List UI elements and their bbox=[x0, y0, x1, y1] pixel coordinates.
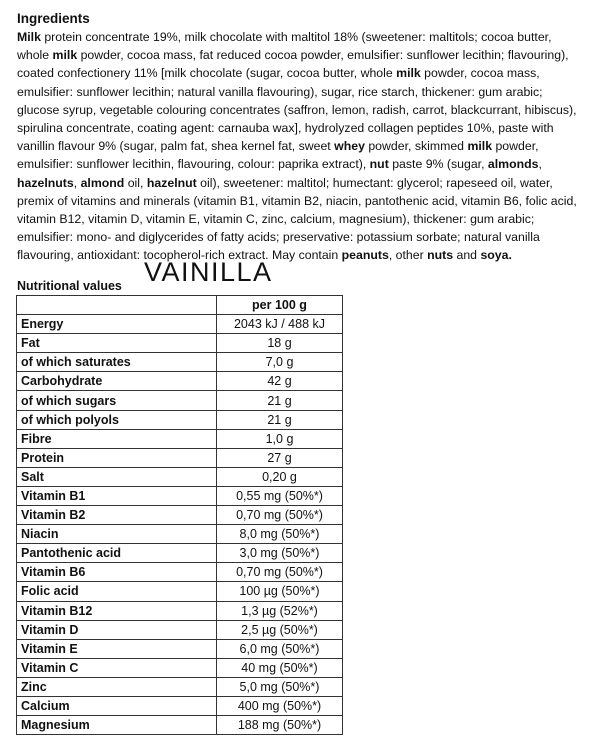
nutrient-value: 1,3 µg (52%*) bbox=[217, 601, 343, 620]
header-blank-cell bbox=[17, 296, 217, 315]
nutrition-row bbox=[17, 467, 343, 486]
nutrition-row bbox=[17, 372, 343, 391]
ingredient-text: protein concentrate 19%, milk chocolate with maltitol 18% (sweetener: maltitols; cocoa butter, whole bbox=[17, 30, 552, 63]
nutrition-row bbox=[17, 677, 343, 696]
nutrition-row bbox=[17, 582, 343, 601]
allergen-text: nuts bbox=[427, 248, 454, 263]
ingredient-text: , bbox=[538, 157, 542, 172]
allergen-text: Milk bbox=[17, 30, 41, 44]
ingredients-heading: Ingredients bbox=[17, 11, 90, 26]
nutrition-row bbox=[17, 391, 343, 410]
nutrient-name: Zinc bbox=[17, 677, 217, 696]
ingredient-text: , bbox=[73, 175, 81, 190]
nutrient-value: 100 µg (50%*) bbox=[217, 582, 343, 601]
nutrition-row bbox=[17, 658, 343, 677]
allergen-text: hazelnuts bbox=[17, 175, 74, 190]
ingredients-text bbox=[17, 28, 583, 265]
nutrient-name: Vitamin B1 bbox=[17, 486, 217, 505]
nutrient-name: Vitamin C bbox=[17, 658, 217, 677]
nutrition-row bbox=[17, 620, 343, 639]
nutrient-value: 5,0 mg (50%*) bbox=[217, 677, 343, 696]
nutrient-name: Vitamin D bbox=[17, 620, 217, 639]
allergen-text: peanuts bbox=[341, 248, 389, 263]
nutrition-row bbox=[17, 639, 343, 658]
allergen-text: milk bbox=[396, 66, 421, 81]
allergen-text: milk bbox=[467, 139, 493, 154]
nutrient-value: 0,20 g bbox=[217, 467, 343, 486]
ingredient-text: , other bbox=[388, 248, 428, 263]
nutrition-row bbox=[17, 525, 343, 544]
per-100g-header: per 100 g bbox=[217, 296, 343, 315]
nutrient-value: 0,70 mg (50%*) bbox=[217, 506, 343, 525]
nutrition-table bbox=[16, 295, 343, 735]
nutrient-value: 400 mg (50%*) bbox=[217, 696, 343, 715]
nutrient-value: 0,55 mg (50%*) bbox=[217, 486, 343, 505]
ingredient-text: powder, emulsifier: sunflower lecithin, flavouring, colour: paprika extract), bbox=[17, 139, 539, 172]
nutrient-name: Salt bbox=[17, 467, 217, 486]
nutrient-value: 42 g bbox=[217, 372, 343, 391]
nutrient-name: Protein bbox=[17, 448, 217, 467]
nutrition-row bbox=[17, 353, 343, 372]
nutrient-name: Fat bbox=[17, 334, 217, 353]
nutrient-name: of which saturates bbox=[17, 353, 217, 372]
nutrient-name: Folic acid bbox=[17, 582, 217, 601]
nutrient-name: of which sugars bbox=[17, 391, 217, 410]
nutrition-heading: Nutritional values bbox=[17, 279, 122, 293]
nutrition-row bbox=[17, 334, 343, 353]
nutrient-name: of which polyols bbox=[17, 410, 217, 429]
allergen-text: hazelnut bbox=[146, 175, 197, 190]
nutrition-row bbox=[17, 563, 343, 582]
flavour-label: VAINILLA bbox=[144, 257, 273, 287]
nutrient-name: Vitamin B2 bbox=[17, 506, 217, 525]
nutrition-row bbox=[17, 410, 343, 429]
nutrition-row bbox=[17, 506, 343, 525]
nutrient-value: 40 mg (50%*) bbox=[217, 658, 343, 677]
nutrient-name: Niacin bbox=[17, 525, 217, 544]
nutrient-value: 21 g bbox=[217, 391, 343, 410]
nutrient-name: Calcium bbox=[17, 696, 217, 715]
nutrient-value: 6,0 mg (50%*) bbox=[217, 639, 343, 658]
nutrition-row bbox=[17, 448, 343, 467]
allergen-text: whey bbox=[334, 139, 365, 154]
ingredient-text: powder, cocoa mass, emulsifier: sunflower lecithin; natural vanilla flavouring), sugar, rice starch, thickener: gum arabic; glucose syrup, vegetable colouring concentrates (saffron, lemon, radish, carrot, blackcurrant, hibiscus), spirulina concentrate, coating agent: carnauba wax], hydrolyzed collagen peptides 10%, paste with vanillin flavour 9% (sugar, palm fat, shea kernel fat, sweet bbox=[17, 66, 577, 154]
nutrition-row bbox=[17, 601, 343, 620]
allergen-text: nut bbox=[369, 157, 389, 172]
nutrient-value: 27 g bbox=[217, 448, 343, 467]
ingredient-text: and bbox=[453, 248, 481, 263]
nutrient-name: Magnesium bbox=[17, 716, 217, 735]
nutrition-header-row bbox=[17, 296, 343, 315]
nutrient-name: Vitamin B6 bbox=[17, 563, 217, 582]
nutrition-row bbox=[17, 315, 343, 334]
allergen-text: milk bbox=[52, 48, 78, 63]
ingredient-text: oil), sweetener: maltitol; humectant: glycerol; rapeseed oil, water, premix of vitamins and minerals (vitamin B1, vitamin B2, niacin, pantothenic acid, vitamin B6, folic acid, vitamin B12, vitamin D, vitamin E, vitamin C, zinc, calcium, magnesium), thickener: gum arabic; emulsifier: mono- and diglycerides of fatty acids; preservative: potassium sorbate; natural vanilla flavouring, antioxidant: tocopherol-rich extract. May contain bbox=[17, 175, 577, 263]
nutrition-row bbox=[17, 716, 343, 735]
nutrient-value: 188 mg (50%*) bbox=[217, 716, 343, 735]
nutrient-name: Carbohydrate bbox=[17, 372, 217, 391]
nutrient-name: Fibre bbox=[17, 429, 217, 448]
nutrient-name: Energy bbox=[17, 315, 217, 334]
ingredient-text: oil, bbox=[124, 175, 147, 190]
allergen-text: almonds bbox=[487, 157, 539, 172]
nutrient-value: 8,0 mg (50%*) bbox=[217, 525, 343, 544]
nutrient-value: 2043 kJ / 488 kJ bbox=[217, 315, 343, 334]
nutrition-row bbox=[17, 696, 343, 715]
ingredient-text: powder, skimmed bbox=[364, 139, 468, 154]
nutrient-value: 7,0 g bbox=[217, 353, 343, 372]
nutrition-row bbox=[17, 544, 343, 563]
nutrient-value: 3,0 mg (50%*) bbox=[217, 544, 343, 563]
allergen-text: almond bbox=[80, 175, 125, 190]
nutrient-value: 18 g bbox=[217, 334, 343, 353]
nutrient-value: 0,70 mg (50%*) bbox=[217, 563, 343, 582]
ingredient-text: paste 9% (sugar, bbox=[388, 157, 488, 172]
nutrient-value: 1,0 g bbox=[217, 429, 343, 448]
nutrition-row bbox=[17, 486, 343, 505]
nutrient-value: 21 g bbox=[217, 410, 343, 429]
allergen-text: soya. bbox=[480, 248, 512, 263]
nutrition-row bbox=[17, 429, 343, 448]
nutrient-name: Vitamin B12 bbox=[17, 601, 217, 620]
ingredient-text: powder, cocoa mass, fat reduced cocoa powder, emulsifier: sunflower lecithin; flavouring), coated confectionery 11% [milk chocolate (sugar, cocoa butter, whole bbox=[17, 48, 569, 81]
nutrient-name: Vitamin E bbox=[17, 639, 217, 658]
nutrient-name: Pantothenic acid bbox=[17, 544, 217, 563]
nutrition-table-body bbox=[17, 315, 343, 735]
nutrient-value: 2,5 µg (50%*) bbox=[217, 620, 343, 639]
